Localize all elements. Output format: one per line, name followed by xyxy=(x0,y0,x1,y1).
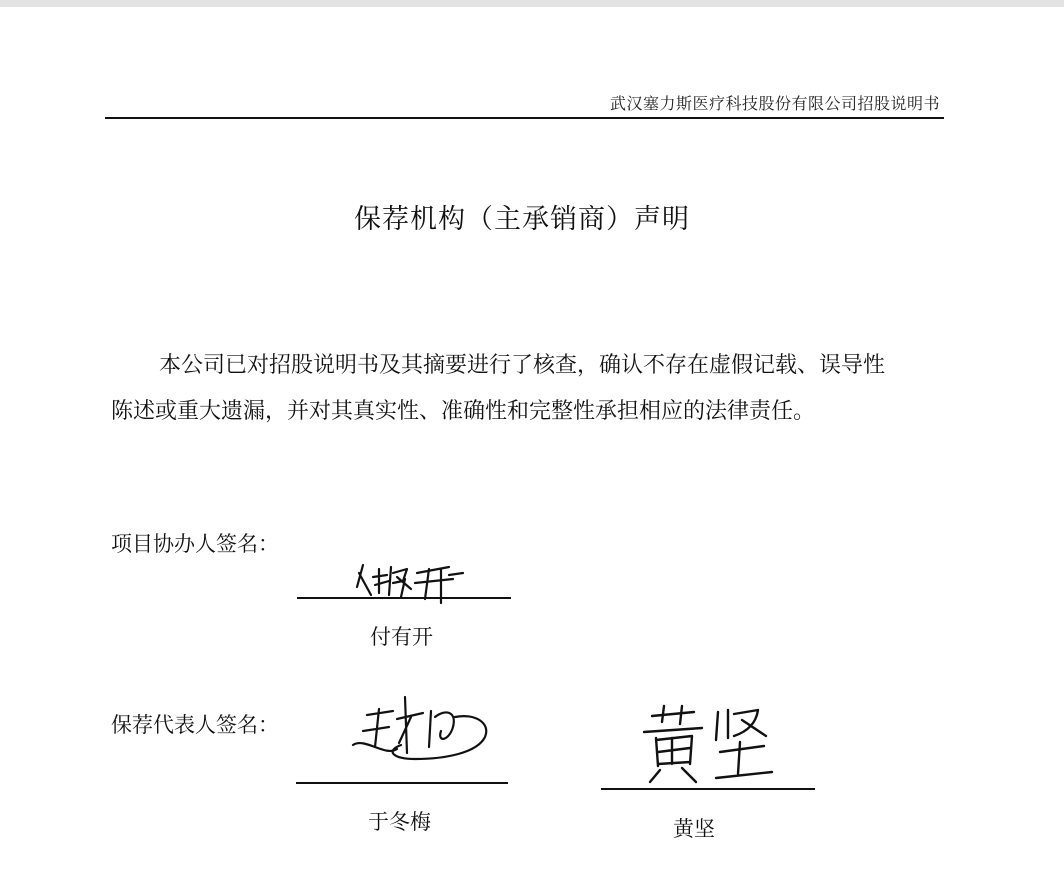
sponsor-2-printed-name: 黄坚 xyxy=(673,817,715,841)
sponsor-1-handwritten-signature xyxy=(345,687,505,777)
signature-scribble-icon xyxy=(345,559,485,607)
assistant-signature-line xyxy=(297,597,511,599)
assistant-printed-name: 付有开 xyxy=(370,625,433,649)
statement-paragraph xyxy=(111,343,941,435)
paragraph-line-2: 陈述或重大遗漏，并对其真实性、准确性和完整性承担相应的法律责任。 xyxy=(111,399,816,424)
sponsor-1-printed-name: 于冬梅 xyxy=(368,810,431,834)
assistant-handwritten-signature xyxy=(345,559,485,607)
sponsor-1-signature-line xyxy=(296,782,508,784)
sponsor-2-handwritten-signature xyxy=(638,702,788,787)
running-header: 武汉塞力斯医疗科技股份有限公司招股说明书 xyxy=(609,94,940,113)
signature-scribble-icon xyxy=(638,702,788,787)
header-rule xyxy=(105,117,944,119)
document-page xyxy=(0,7,1064,873)
assistant-signature-label: 项目协办人签名： xyxy=(111,532,279,556)
document-title: 保荐机构（主承销商）声明 xyxy=(354,204,690,235)
viewer-top-bar xyxy=(0,0,1064,7)
paragraph-line-1: 本公司已对招股说明书及其摘要进行了核查，确认不存在虚假记载、误导性 xyxy=(159,353,886,378)
sponsor-2-signature-line xyxy=(601,788,815,790)
sponsor-signature-label: 保荐代表人签名： xyxy=(111,713,279,737)
signature-scribble-icon xyxy=(345,687,505,777)
